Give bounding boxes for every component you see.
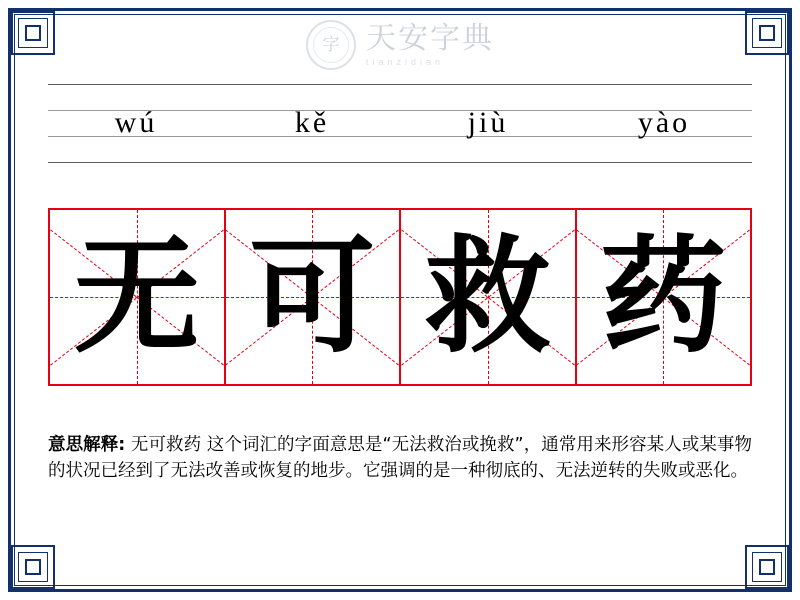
corner-ornament-bottom-left [11,545,55,589]
character-cell [401,210,577,384]
explanation-block [48,432,752,485]
pinyin-syllable: jiù [467,106,509,139]
site-subtitle: tianzidian [366,56,445,67]
seal-icon: 字 [306,20,356,70]
site-logo-text [366,20,494,67]
character-cell [577,210,751,384]
pinyin-syllable: kě [294,106,330,139]
site-logo [0,16,800,74]
corner-ornament-bottom-right [745,545,789,589]
pinyin-row [48,84,752,162]
character-glyph: 救 [424,223,551,370]
character-glyph: 药 [600,223,727,370]
character-cell [50,210,226,384]
pinyin-area [48,84,752,164]
pinyin-syllable: wú [114,106,158,139]
explanation-label: 意思解释: [48,435,126,455]
pinyin-syllable: yào [637,106,691,139]
character-glyph: 无 [73,223,200,370]
character-cell [226,210,402,384]
site-title: 天安字典 [366,20,494,56]
character-glyph: 可 [249,223,376,370]
explanation-text: 无可救药 这个词汇的字面意思是“无法救治或挽救”，通常用来形容某人或某事物的状况已经到了无法改善或恢复的地步。它强调的是一种彻底的、无法逆转的失败或恶化。 [48,435,752,482]
character-grid [48,208,752,386]
